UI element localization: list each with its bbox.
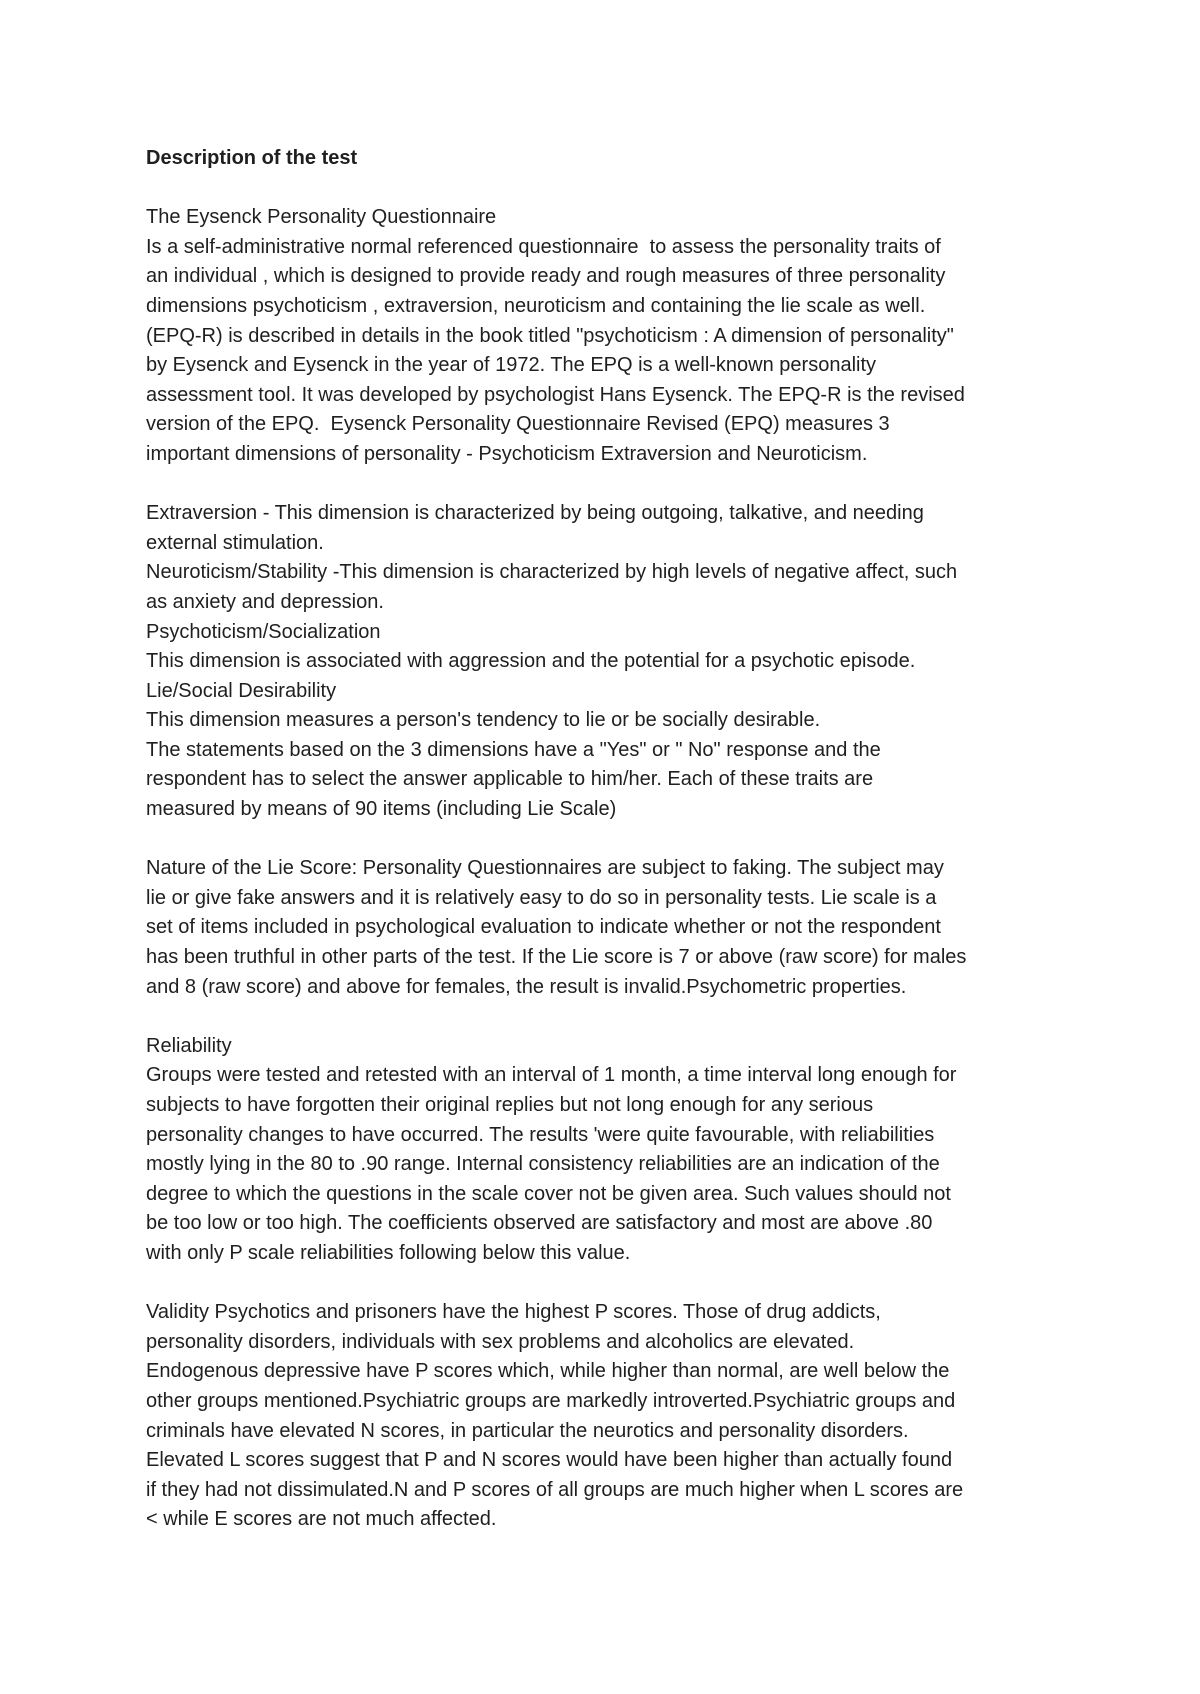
text-line: Extraversion - This dimension is characterized by being outgoing, talkative, and needing <box>146 502 924 525</box>
text-line: Validity Psychotics and prisoners have the highest P scores. Those of drug addicts, <box>146 1301 881 1324</box>
text-line: Is a self-administrative normal referenced questionnaire to assess the personality traits of <box>146 235 941 258</box>
text-line: Nature of the Lie Score: Personality Questionnaires are subject to faking. The subject may <box>146 857 944 880</box>
intro-paragraph <box>146 203 1076 469</box>
document-page <box>146 144 1076 1535</box>
text-line: This dimension is associated with aggression and the potential for a psychotic episode. <box>146 650 916 673</box>
text-line: lie or give fake answers and it is relatively easy to do so in personality tests. Lie scale is a <box>146 886 937 909</box>
text-line: important dimensions of personality - Psychoticism Extraversion and Neuroticism. <box>146 442 868 465</box>
text-line: Groups were tested and retested with an interval of 1 month, a time interval long enough for <box>146 1064 957 1087</box>
text-line: respondent has to select the answer applicable to him/her. Each of these traits are <box>146 768 874 791</box>
text-line: assessment tool. It was developed by psychologist Hans Eysenck. The EPQ-R is the revised <box>146 383 965 406</box>
text-line: personality disorders, individuals with sex problems and alcoholics are elevated. <box>146 1330 855 1353</box>
text-line: The statements based on the 3 dimensions have a "Yes" or " No" response and the <box>146 738 881 761</box>
text-line: personality changes to have occurred. The results 'were quite favourable, with reliabilities <box>146 1123 935 1146</box>
text-line: with only P scale reliabilities following below this value. <box>146 1241 631 1264</box>
text-line: if they had not dissimulated.N and P scores of all groups are much higher when L scores are <box>146 1478 964 1501</box>
blank-line <box>146 470 1076 500</box>
text-line: set of items included in psychological evaluation to indicate whether or not the respondent <box>146 916 941 939</box>
text-line: subjects to have forgotten their original replies but not long enough for any serious <box>146 1094 874 1116</box>
blank-line <box>146 174 1076 204</box>
text-line: degree to which the questions in the scale cover not be given area. Such values should not <box>146 1182 951 1205</box>
text-line: an individual , which is designed to provide ready and rough measures of three personality <box>146 265 946 288</box>
blank-line <box>146 1002 1076 1032</box>
text-line: Endogenous depressive have P scores which, while higher than normal, are well below the <box>146 1360 950 1383</box>
text-line: be too low or too high. The coefficients observed are satisfactory and most are above .80 <box>146 1212 933 1235</box>
text-line: dimensions psychoticism , extraversion, neuroticism and containing the lie scale as well. <box>146 294 926 317</box>
text-line: (EPQ-R) is described in details in the book titled "psychoticism : A dimension of personality" <box>146 324 954 347</box>
lie-score-paragraph <box>146 854 1076 1002</box>
text-line: as anxiety and depression. <box>146 590 384 613</box>
text-line: The Eysenck Personality Questionnaire <box>146 206 497 229</box>
text-line: measured by means of 90 items (including Lie Scale) <box>146 798 617 821</box>
text-line: This dimension measures a person's tendency to lie or be socially desirable. <box>146 709 821 732</box>
text-line: Neuroticism/Stability -This dimension is characterized by high levels of negative affect, such <box>146 561 958 584</box>
section-heading: Description of the test <box>146 147 358 169</box>
text-line: version of the EPQ. Eysenck Personality Questionnaire Revised (EPQ) measures 3 <box>146 413 890 436</box>
text-line: other groups mentioned.Psychiatric groups are markedly introverted.Psychiatric groups and <box>146 1389 956 1412</box>
text-line: < while E scores are not much affected. <box>146 1508 497 1531</box>
dimensions-paragraph <box>146 499 1076 825</box>
validity-paragraph <box>146 1298 1076 1535</box>
text-line: Psychoticism/Socialization <box>146 620 381 643</box>
text-line: by Eysenck and Eysenck in the year of 1972. The EPQ is a well-known personality <box>146 354 877 377</box>
blank-line <box>146 1269 1076 1299</box>
text-line: mostly lying in the 80 to .90 range. Internal consistency reliabilities are an indication of the <box>146 1153 940 1176</box>
text-line: and 8 (raw score) and above for females, the result is invalid.Psychometric properties. <box>146 975 907 998</box>
blank-line <box>146 825 1076 855</box>
reliability-paragraph <box>146 1032 1076 1269</box>
text-line: external stimulation. <box>146 531 324 554</box>
text-line: has been truthful in other parts of the test. If the Lie score is 7 or above (raw score) for males <box>146 946 967 969</box>
text-line: Lie/Social Desirability <box>146 679 337 702</box>
text-line: Reliability <box>146 1034 232 1057</box>
text-line: criminals have elevated N scores, in particular the neurotics and personality disorders. <box>146 1419 909 1442</box>
text-line: Elevated L scores suggest that P and N scores would have been higher than actually found <box>146 1449 953 1472</box>
